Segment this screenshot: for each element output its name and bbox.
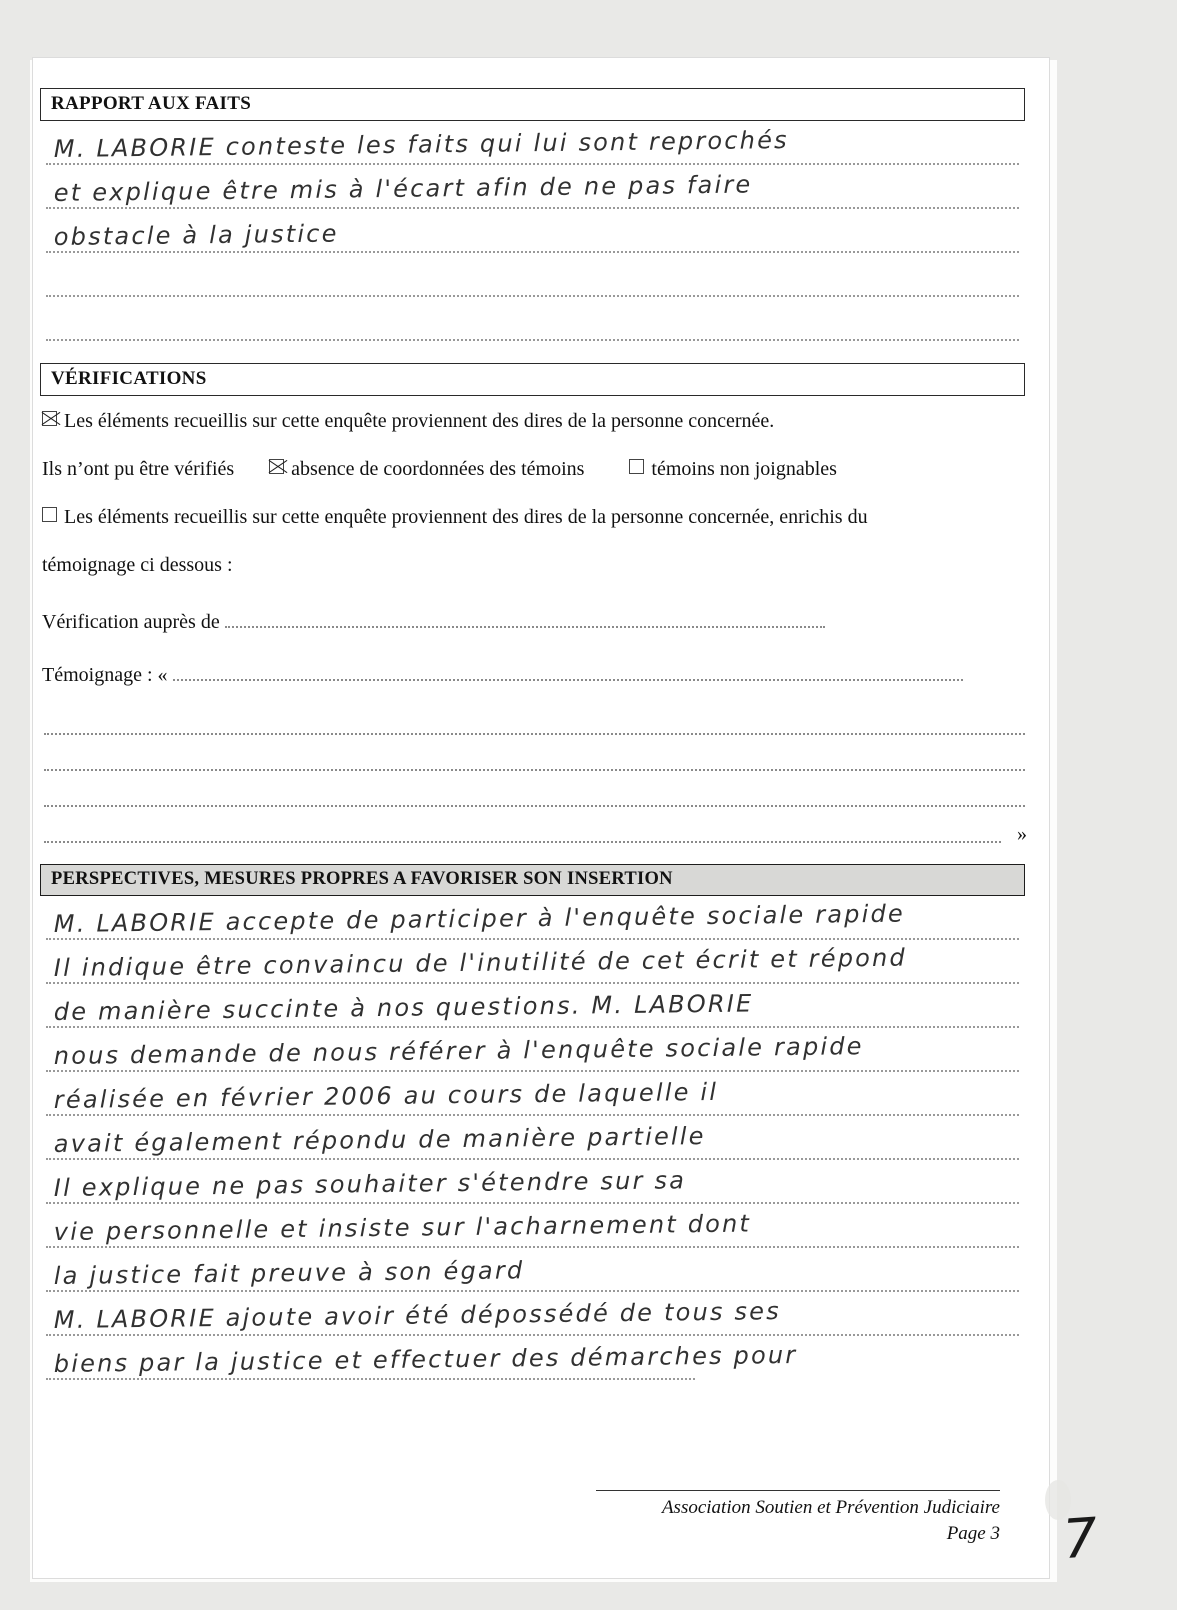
footer-organisation: Association Soutien et Prévention Judiciaire: [661, 1497, 1000, 1518]
verification-statement-1-label: Les éléments recueillis sur cette enquête proviennent des dires de la personne concernée.: [64, 409, 775, 432]
section-header-facts: RAPPORT AUX FAITS: [40, 88, 1025, 121]
handwriting-line: [40, 303, 1025, 347]
dotted-rule: [46, 163, 1019, 165]
handwriting-text: obstacle à la justice: [53, 219, 339, 251]
checkbox-icon[interactable]: [42, 411, 57, 426]
verification-statement-2: [42, 454, 1025, 485]
perspectives-handwriting-block: [40, 899, 1025, 1386]
handwriting-line: [40, 899, 1025, 946]
dotted-rule: [44, 841, 1001, 843]
handwriting-line: [40, 1122, 1025, 1166]
scan-edge-top: [0, 0, 1177, 60]
scan-edge-bottom: [0, 1582, 1177, 1610]
handwriting-line: [40, 1298, 1025, 1342]
handwritten-page-mark: 7: [1060, 1505, 1100, 1572]
dotted-rule: [46, 295, 1019, 297]
handwriting-line: [40, 1342, 1025, 1386]
dotted-rule: [44, 769, 1025, 771]
dotted-rule: [46, 1378, 695, 1380]
dotted-rule: [44, 733, 1025, 735]
handwriting-text: nous demande de nous référer à l'enquête sociale rapide: [53, 1032, 864, 1070]
checkbox-icon[interactable]: [269, 459, 284, 474]
handwriting-text: la justice fait preuve à son égard: [53, 1256, 525, 1290]
handwriting-text: biens par la justice et effectuer des démarches pour: [53, 1340, 798, 1378]
testimony-input[interactable]: [173, 665, 963, 681]
verification-source-field: [42, 607, 1025, 638]
dotted-rule: [46, 1290, 1019, 1292]
handwriting-text: M. LABORIE ajoute avoir été dépossédé de tous ses: [53, 1297, 781, 1334]
testimony-line: [42, 744, 1025, 780]
handwriting-text: Il indique être convaincu de l'inutilité de cet écrit et répond: [53, 943, 908, 982]
footer-page-number: Page 3: [946, 1522, 1000, 1544]
document-content: [40, 88, 1025, 1386]
verification-statement-3-cont-label: témoignage ci dessous :: [42, 553, 233, 576]
testimony-field: [42, 660, 1025, 691]
handwriting-text: Il explique ne pas souhaiter s'étendre sur sa: [53, 1166, 687, 1202]
section-header-perspectives: PERSPECTIVES, MESURES PROPRES A FAVORISER SON INSERTION: [40, 864, 1025, 896]
dotted-rule: [46, 1246, 1019, 1248]
handwriting-line: [40, 259, 1025, 303]
handwriting-line: [40, 215, 1025, 259]
verification-statement-3-cont: [42, 550, 1025, 581]
testimony-line-last: [42, 816, 1025, 852]
dotted-rule: [46, 339, 1019, 341]
handwriting-line: [40, 1166, 1025, 1210]
handwriting-text: et explique être mis à l'écart afin de ne pas faire: [53, 170, 753, 207]
handwriting-text: avait également répondu de manière partielle: [53, 1121, 706, 1158]
scan-edge-left: [0, 0, 30, 1610]
dotted-rule: [46, 1334, 1019, 1336]
dotted-rule: [46, 1202, 1019, 1204]
dotted-rule: [46, 1070, 1019, 1072]
handwriting-text: vie personnelle et insiste sur l'acharnement dont: [53, 1209, 752, 1246]
checkbox-icon[interactable]: [42, 507, 57, 522]
facts-handwriting-block: [40, 127, 1025, 347]
verification-lead-label: Ils n’ont pu être vérifiés: [42, 457, 235, 480]
dotted-rule: [46, 938, 1019, 940]
handwriting-line: [40, 171, 1025, 215]
testimony-line: [42, 708, 1025, 744]
verification-statement-3: [42, 502, 1025, 533]
document-footer: [600, 1495, 1000, 1546]
testimony-label: Témoignage : «: [42, 663, 168, 686]
checkbox-icon[interactable]: [629, 459, 644, 474]
verification-statement-3-label: Les éléments recueillis sur cette enquête proviennent des dires de la personne concernée, enrichis du: [64, 505, 868, 528]
verification-statement-1: [42, 406, 1025, 437]
testimony-line: [42, 780, 1025, 816]
footer-divider: [596, 1490, 1000, 1491]
dotted-rule: [46, 982, 1019, 984]
verification-option-2-label: témoins non joignables: [651, 457, 837, 480]
dotted-rule: [44, 805, 1025, 807]
section-header-verifications: VÉRIFICATIONS: [40, 363, 1025, 396]
verification-source-label: Vérification auprès de: [42, 610, 220, 633]
handwriting-line: [40, 1210, 1025, 1254]
verification-option-1-label: absence de coordonnées des témoins: [291, 457, 585, 480]
handwriting-line: [40, 127, 1025, 171]
dotted-rule: [46, 207, 1019, 209]
scan-edge-right: [1057, 0, 1177, 1610]
dotted-rule: [46, 1026, 1019, 1028]
dotted-rule: [46, 251, 1019, 253]
handwriting-text: de manière succinte à nos questions. M. LABORIE: [53, 989, 754, 1026]
testimony-closing-quote: »: [1017, 822, 1027, 845]
verifications-body: [42, 406, 1025, 852]
verification-source-input[interactable]: [225, 612, 825, 628]
handwriting-line: [40, 943, 1025, 990]
handwriting-line: [40, 1254, 1025, 1298]
handwriting-line: [40, 990, 1025, 1034]
handwriting-text: M. LABORIE conteste les faits qui lui sont reprochés: [53, 125, 789, 163]
handwriting-text: réalisée en février 2006 au cours de laquelle il: [53, 1077, 719, 1114]
dotted-rule: [46, 1158, 1019, 1160]
handwriting-text: M. LABORIE accepte de participer à l'enquête sociale rapide: [53, 899, 906, 938]
handwriting-line: [40, 1034, 1025, 1078]
dotted-rule: [46, 1114, 1019, 1116]
handwriting-line: [40, 1078, 1025, 1122]
